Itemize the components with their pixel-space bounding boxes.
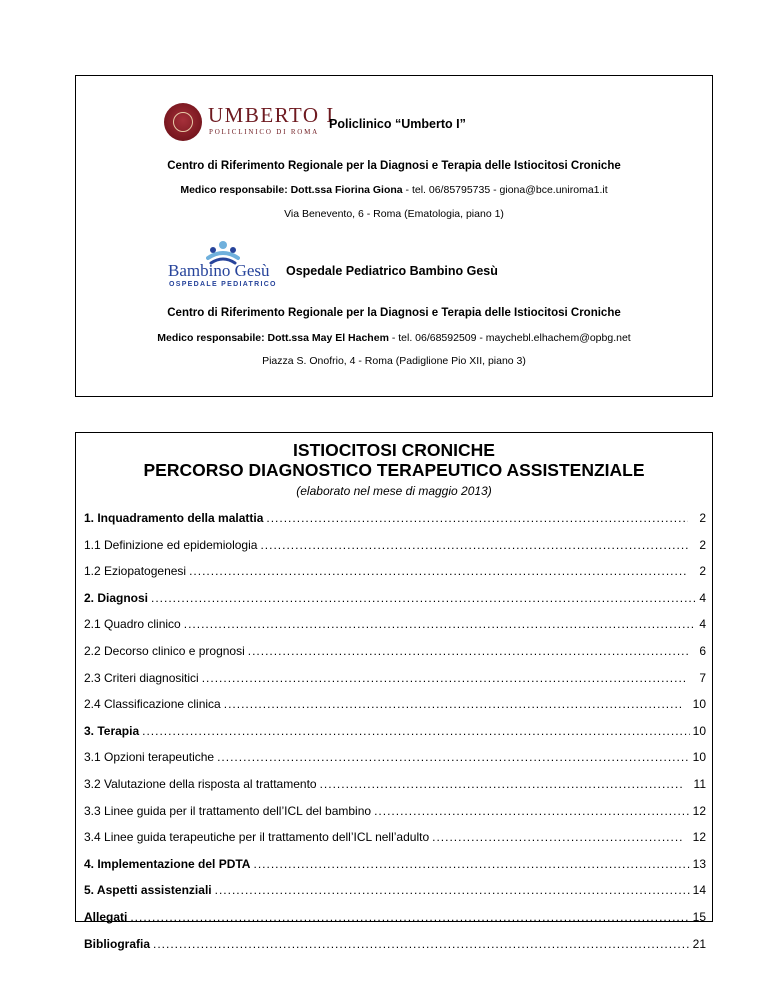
toc-entry-page: 11 [693,777,706,791]
toc-entry-page: 12 [692,830,706,845]
umberto-center-title: Centro di Riferimento Regionale per la Diagnosi e Terapia delle Istiocitosi Croniche [167,160,621,172]
toc-entry-page: 7 [699,670,706,685]
toc-entry-leader [130,909,689,925]
toc-entry-leader [217,749,690,765]
toc-entry-leader [253,856,689,872]
bambino-responsible-contact: - tel. 06/68592509 - maychebl.elhachem@opbg.net [388,332,631,344]
toc-entry-leader [248,643,689,659]
toc-entry-page: 2 [699,564,706,579]
toc-entry-leader [184,616,697,632]
bambino-logo-sub: OSPEDALE PEDIATRICO [169,281,277,288]
toc-entry-label: 3.4 Linee guida terapeutiche per il trattamento dell’ICL nell’adulto [84,830,430,845]
toc-entry [84,909,706,925]
umberto-logo-name: UMBERTO I [208,103,335,127]
toc-entry-label: Allegati [84,910,128,924]
toc-entry [84,696,706,712]
toc-entry-label: 5. Aspetti assistenziali [84,883,212,898]
toc-title-line2: PERCORSO DIAGNOSTICO TERAPEUTICO ASSISTENZIALE [143,460,645,480]
toc-entry-page: 10 [692,697,706,712]
toc-entry-label: 3.2 Valutazione della risposta al trattamento [84,777,317,791]
toc-entry [84,723,706,739]
toc-entry-page: 15 [692,910,706,924]
toc-entry-label: 2.1 Quadro clinico [84,617,181,632]
toc-entry-page: 10 [692,723,706,738]
table-of-contents-box [75,432,713,951]
toc-entry-label: 3. Terapia [84,723,140,738]
reference-centers-box [75,75,713,397]
umberto-hospital-name: Policlinico “Umberto I” [329,117,466,131]
toc-entry-page: 12 [692,803,706,818]
toc-entry-leader [151,590,696,606]
bambino-responsible [76,332,712,344]
umberto-address: Via Benevento, 6 - Roma (Ematologia, piano 1) [284,208,504,220]
toc-entry-leader [142,723,690,739]
toc-entry-leader [189,563,688,579]
umberto-seal-icon [164,103,202,141]
toc-entry [84,643,706,659]
toc-entry [84,616,706,632]
toc-entry-page: 6 [699,644,706,658]
toc-entry-page: 4 [699,590,706,605]
toc-entry-page: 21 [692,936,706,951]
toc-entry-page: 2 [699,511,706,525]
toc-entry-page: 10 [692,750,706,765]
toc-entry [84,537,706,553]
toc-entry-label: 4. Implementazione del PDTA [84,856,251,871]
toc-entry-leader [202,670,689,686]
toc-entry-label: 2.2 Decorso clinico e prognosi [84,644,245,658]
toc-entry-leader [320,776,683,792]
toc-entry [84,670,706,686]
toc-entry-leader [266,510,688,526]
toc-title-line1: ISTIOCITOSI CRONICHE [293,440,495,460]
bambino-address: Piazza S. Onofrio, 4 - Roma (Padiglione Pio XII, piano 3) [262,355,526,367]
toc-entry [84,776,706,792]
toc-entry [84,803,706,819]
toc-entry-label: 1.1 Definizione ed epidemiologia [84,537,258,552]
bambino-hospital-name: Ospedale Pediatrico Bambino Gesù [286,264,498,278]
toc-entry-label: Bibliografia [84,936,151,951]
toc-entry-leader [224,696,682,712]
umberto-logo-sub: POLICLINICO DI ROMA [209,128,320,136]
umberto-responsible-contact: - tel. 06/85795735 - giona@bce.uniroma1.it [402,184,608,196]
toc-entry-label: 3.3 Linee guida per il trattamento dell’ICL del bambino [84,803,372,818]
bambino-logo-name: Bambino Gesù [168,261,270,280]
umberto-responsible-label: Medico responsabile: Dott.ssa Fiorina Giona [180,184,403,196]
toc-entry-leader [260,537,688,553]
toc-entry [84,590,706,606]
toc-entry [84,749,706,765]
toc-entry [84,563,706,579]
toc-entry [84,882,706,898]
bambino-center-title: Centro di Riferimento Regionale per la Diagnosi e Terapia delle Istiocitosi Croniche [167,307,621,319]
toc-entry [84,510,706,526]
toc-entry-leader [432,829,682,845]
toc-entry-label: 2. Diagnosi [84,590,149,605]
umberto-responsible [76,184,712,196]
toc-entry-label: 3.1 Opzioni terapeutiche [84,750,215,765]
toc-entry-page: 13 [692,856,706,871]
toc-entry-leader [374,803,690,819]
toc-entry-page: 2 [699,537,706,552]
toc-entry [84,856,706,872]
toc-entry [84,829,706,845]
toc-entry-leader [215,882,690,898]
toc-entry-page: 14 [692,883,706,898]
toc-subtitle: (elaborato nel mese di maggio 2013) [296,484,492,498]
toc-entry-page: 4 [699,617,706,632]
toc-entry-label: 1. Inquadramento della malattia [84,511,264,525]
toc-entry-leader [153,936,690,952]
bambino-responsible-label: Medico responsabile: Dott.ssa May El Hachem [157,332,389,344]
toc-entry-label: 2.3 Criteri diagnositici [84,670,199,685]
toc-entry-label: 2.4 Classificazione clinica [84,697,221,712]
toc-entry [84,936,706,952]
toc-entry-label: 1.2 Eziopatogenesi [84,564,187,579]
